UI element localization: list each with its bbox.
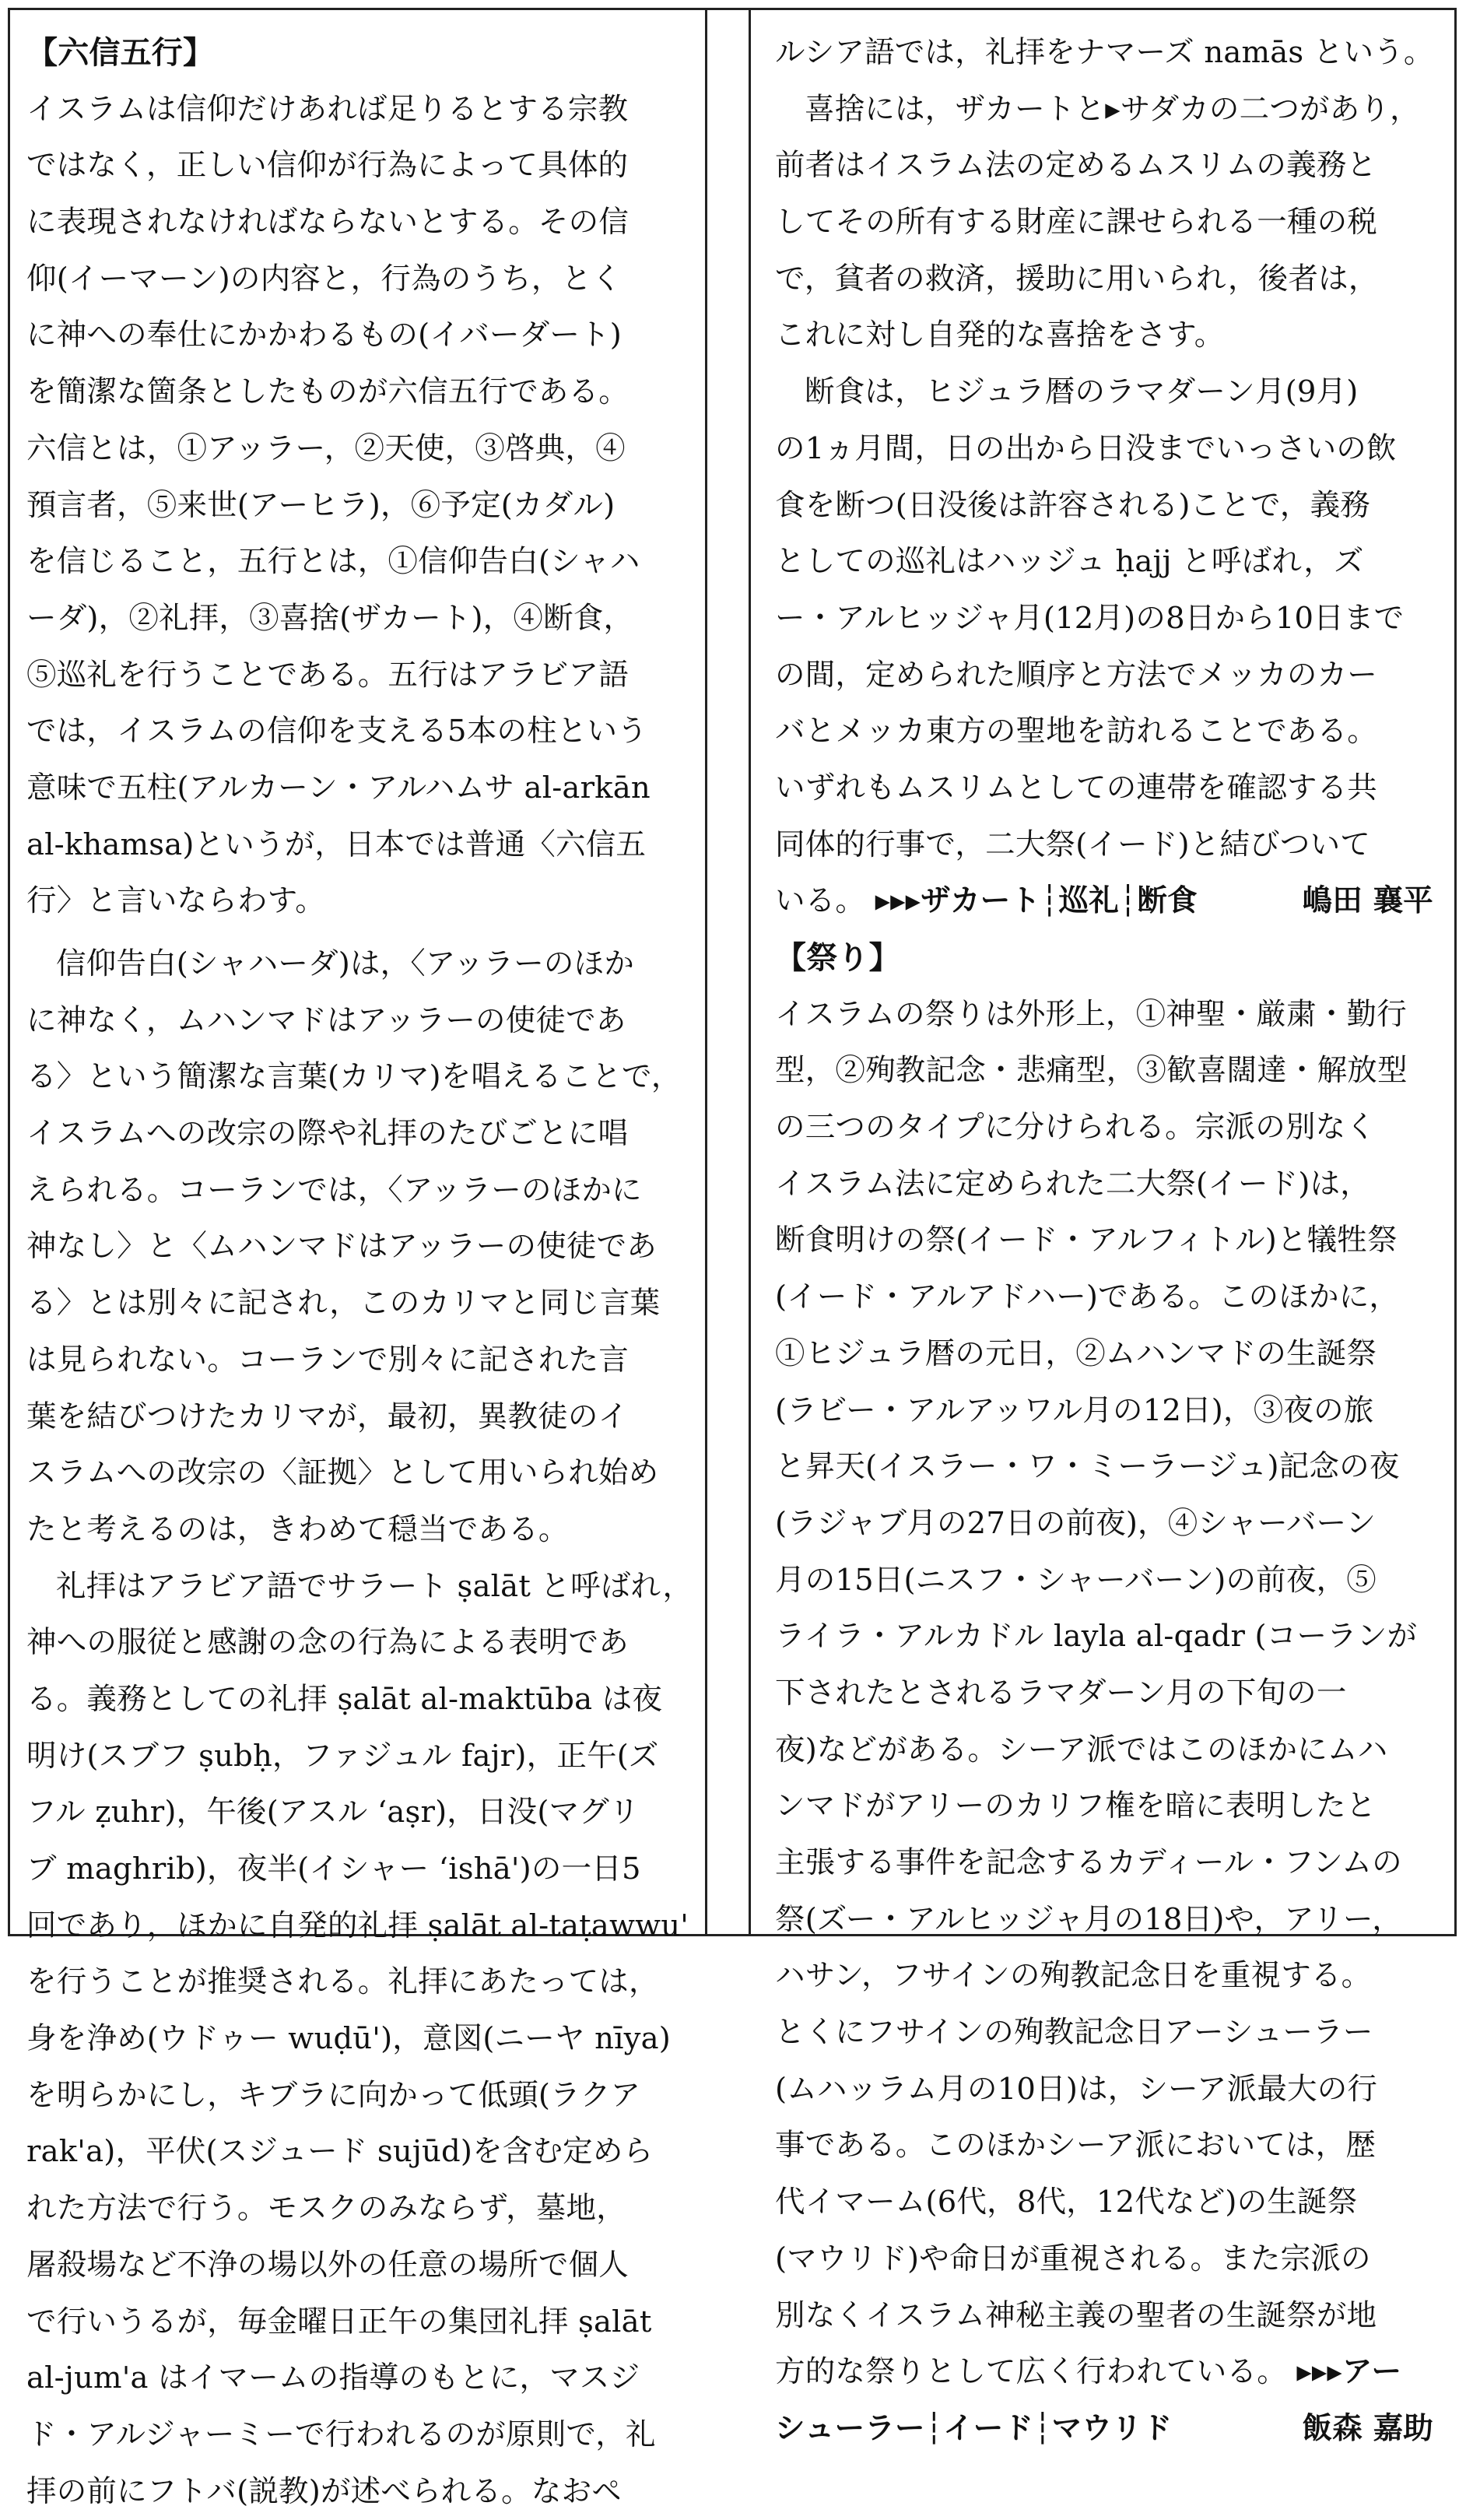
text-line: 断食は，ヒジュラ暦のラマダーン月(9月) [805, 374, 1359, 410]
text-line: 身を浄め(ウドゥー wuḍū')，意図(ニーヤ nīya) [26, 2021, 671, 2057]
text-line: 拝の前にフトバ(説教)が述べられる。なおペ [26, 2473, 622, 2509]
text-line: で行いうるが，毎金曜日正午の集団礼拝 ṣalāt [26, 2304, 652, 2339]
text-line: 事である。このほかシーア派においては，歴 [775, 2128, 1377, 2164]
cross-reference-links[interactable]: シューラー┆イード┆マウリド [775, 2410, 1173, 2446]
text-line: たと考えるのは，きわめて穏当である。 [26, 1511, 569, 1547]
text-line: イスラム法に定められた二大祭(イード)は， [775, 1166, 1370, 1202]
text-line: ルシア語では，礼拝をナマーズ namās という。 [775, 35, 1434, 70]
text-line: る。義務としての礼拝 ṣalāt al-maktūba は夜 [26, 1681, 663, 1717]
text-line: (ラビー・アルアッワル月の12日)，③夜の旅 [775, 1392, 1374, 1428]
text-line: に神への奉仕にかかわるもの(イバーダート) [26, 318, 622, 353]
text-line: 前者はイスラム法の定めるムスリムの義務と [775, 148, 1377, 184]
text-line: al-jum'a はイマームの指導のもとに，マスジ [26, 2360, 640, 2396]
text-line: る〉とは別々に記され，このカリマと同じ言葉 [26, 1286, 661, 1321]
text-line: ①ヒジュラ暦の元日，②ムハンマドの生誕祭 [775, 1335, 1377, 1371]
text-line: フル ẓuhr)，午後(アスル ʻaṣr)，日没(マグリ [26, 1795, 640, 1830]
column-divider-left [705, 8, 707, 1936]
text-line: (マウリド)や命日が重視される。また宗派の [775, 2241, 1371, 2276]
text-line: で，貧者の救済，援助に用いられ，後者は， [775, 261, 1379, 297]
text-line: 預言者，⑤来世(アーヒラ)，⑥予定(カダル) [26, 487, 616, 523]
text-line: 六信とは，①アッラー，②天使，③啓典，④ [26, 430, 626, 466]
text-line: えられる。コーランでは，〈アッラーのほかに [26, 1172, 642, 1208]
text-line: 主張する事件を記念するカディール・フンムの [775, 1845, 1402, 1880]
text-line: ブ maghrib)，夜半(イシャー ʻishā')の一日5 [26, 1851, 641, 1886]
text-line: ド・アルジャーミーで行われるのが原則で，礼 [26, 2416, 656, 2452]
text-line: の三つのタイプに分けられる。宗派の別なく [775, 1110, 1377, 1146]
text-line: イスラムへの改宗の際や礼拝のたびごとに唱 [26, 1116, 629, 1152]
text-line: 信仰告白(シャハーダ)は，〈アッラーのほか [56, 946, 635, 981]
cross-reference-links[interactable]: ▸▸▸アー [1296, 2354, 1402, 2390]
byline-lead: いる。 [775, 883, 866, 919]
text-line: イスラムの祭りは外形上，①神聖・厳粛・勤行 [775, 996, 1407, 1032]
text-line: ーダ)，②礼拝，③喜捨(ザカート)，④断食， [26, 600, 634, 636]
section-heading-rokushin-gogyo: 【六信五行】 [26, 34, 215, 71]
text-line: してその所有する財産に課せられる一種の税 [775, 205, 1378, 240]
text-line: 礼拝はアラビア語でサラート ṣalāt と呼ばれ， [56, 1568, 693, 1604]
text-line: スラムへの改宗の〈証拠〉として用いられ始め [26, 1455, 659, 1491]
text-line: とくにフサインの殉教記念日アーシューラー [775, 2015, 1373, 2051]
final-line-text: 方的な祭りとして広く行われている。 [775, 2354, 1287, 2390]
text-line: (イード・アルアドハー)である。このほかに， [775, 1279, 1400, 1315]
text-line: ハサン，フサインの殉教記念日を重視する。 [775, 1958, 1372, 1994]
text-line: 喜捨には，ザカートと▸サダカの二つがあり， [805, 91, 1420, 127]
text-line: ンマドがアリーのカリフ権を暗に表明したと [775, 1788, 1377, 1824]
text-line: を簡潔な箇条としたものが六信五行である。 [26, 374, 630, 410]
text-line: 屠殺場など不浄の場以外の任意の場所で個人 [26, 2247, 630, 2283]
text-line: ではなく，正しい信仰が行為によって具体的 [26, 148, 629, 184]
text-line: 食を断つ(日没後は許容される)ことで，義務 [775, 487, 1370, 523]
text-line: と昇天(イスラー・ワ・ミーラージュ)記念の夜 [775, 1449, 1400, 1485]
byline-iimori [775, 2401, 1438, 2458]
text-line: は見られない。コーランで別々に記された言 [26, 1342, 630, 1378]
text-line: 型，②殉教記念・悲痛型，③歓喜闊達・解放型 [775, 1053, 1408, 1089]
text-line: の1ヵ月間，日の出から日没までいっさいの飲 [775, 430, 1397, 466]
text-line: al-khamsa)というが，日本では普通〈六信五 [26, 827, 647, 862]
column-divider-right [749, 8, 751, 1936]
text-line: る〉という簡潔な言葉(カリマ)を唱えることで， [26, 1059, 682, 1095]
text-line: バとメッカ東方の聖地を訪れることである。 [775, 714, 1378, 749]
text-line: 神なし〉と〈ムハンマドはアッラーの使徒であ [26, 1229, 658, 1265]
text-line: ー・アルヒッジャ月(12月)の8日から10日まで [775, 600, 1405, 636]
text-line: 夜)などがある。シーア派ではこのほかにムハ [775, 1732, 1388, 1767]
text-line: に神なく，ムハンマドはアッラーの使徒であ [26, 1002, 626, 1038]
text-line: これに対し自発的な喜捨をさす。 [775, 318, 1225, 353]
text-line-final [775, 2344, 1438, 2401]
text-line: 下されたとされるラマダーン月の下旬の一 [775, 1675, 1347, 1711]
text-line: (ラジャブ月の27日の前夜)，④シャーバーン [775, 1505, 1377, 1541]
text-line: に表現されなければならないとする。その信 [26, 205, 630, 240]
text-line: ⑤巡礼を行うことである。五行はアラビア語 [26, 657, 630, 693]
author-name: 飯森 嘉助 [1302, 2410, 1433, 2446]
text-line: いずれもムスリムとしての連帯を確認する共 [775, 770, 1378, 805]
text-line: 仰(イーマーン)の内容と，行為のうち，とく [26, 261, 622, 297]
text-line: としての巡礼はハッジュ ḥajj と呼ばれ，ズ [775, 544, 1364, 580]
byline-shimada [775, 873, 1438, 930]
text-line: を信じること，五行とは，①信仰告白(シャハ [26, 544, 640, 580]
text-line: 意味で五柱(アルカーン・アルハムサ al-arkān [26, 770, 651, 805]
text-line: 月の15日(ニスフ・シャーバーン)の前夜，⑤ [775, 1562, 1377, 1598]
text-line: れた方法で行う。モスクのみならず，墓地， [26, 2191, 626, 2227]
cross-reference-links[interactable]: ▸▸▸ザカート┆巡礼┆断食 [875, 883, 1198, 919]
text-line: では，イスラムの信仰を支える5本の柱という [26, 714, 647, 749]
text-line: rak'a)，平伏(スジュード sujūd)を含む定めら [26, 2134, 654, 2170]
text-line: 明け(スブフ ṣubḥ，ファジュル fajr)，正午(ズ [26, 1738, 659, 1774]
text-line: 祭(ズー・アルヒッジャ月の18日)や，アリー， [775, 1901, 1402, 1937]
text-line: 回であり，ほかに自発的礼拝 ṣalāt al-taṭawwu' [26, 1908, 689, 1943]
text-line: を明らかにし，キブラに向かって低頭(ラクア [26, 2077, 641, 2113]
text-line: ライラ・アルカドル layla al-qadr (コーランが [775, 1619, 1418, 1655]
text-line: 行〉と言いならわす。 [26, 883, 325, 919]
right-column [775, 25, 1438, 2458]
text-line: (ムハッラム月の10日)は，シーア派最大の行 [775, 2071, 1378, 2107]
text-line: 別なくイスラム神秘主義の聖者の生誕祭が地 [775, 2297, 1377, 2333]
byline-text [775, 873, 1198, 930]
text-line: 神への服従と感謝の念の行為による表明であ [26, 1625, 630, 1661]
text-line: イスラムは信仰だけあれば足りるとする宗教 [26, 91, 629, 127]
text-line: 代イマーム(6代，8代，12代など)の生誕祭 [775, 2185, 1358, 2220]
section-heading-matsuri: 【祭り】 [775, 939, 900, 976]
text-line: の間，定められた順序と方法でメッカのカー [775, 657, 1378, 693]
left-column [26, 25, 697, 2520]
text-line: 断食明けの祭(イード・アルフィトル)と犠牲祭 [775, 1223, 1398, 1258]
text-line: 同体的行事で，二大祭(イード)と結びついて [775, 827, 1370, 862]
text-line: を行うことが推奨される。礼拝にあたっては， [26, 1964, 659, 2000]
author-name: 嶋田 襄平 [1302, 883, 1433, 919]
text-line: 葉を結びつけたカリマが，最初，異教徒のイ [26, 1399, 629, 1434]
